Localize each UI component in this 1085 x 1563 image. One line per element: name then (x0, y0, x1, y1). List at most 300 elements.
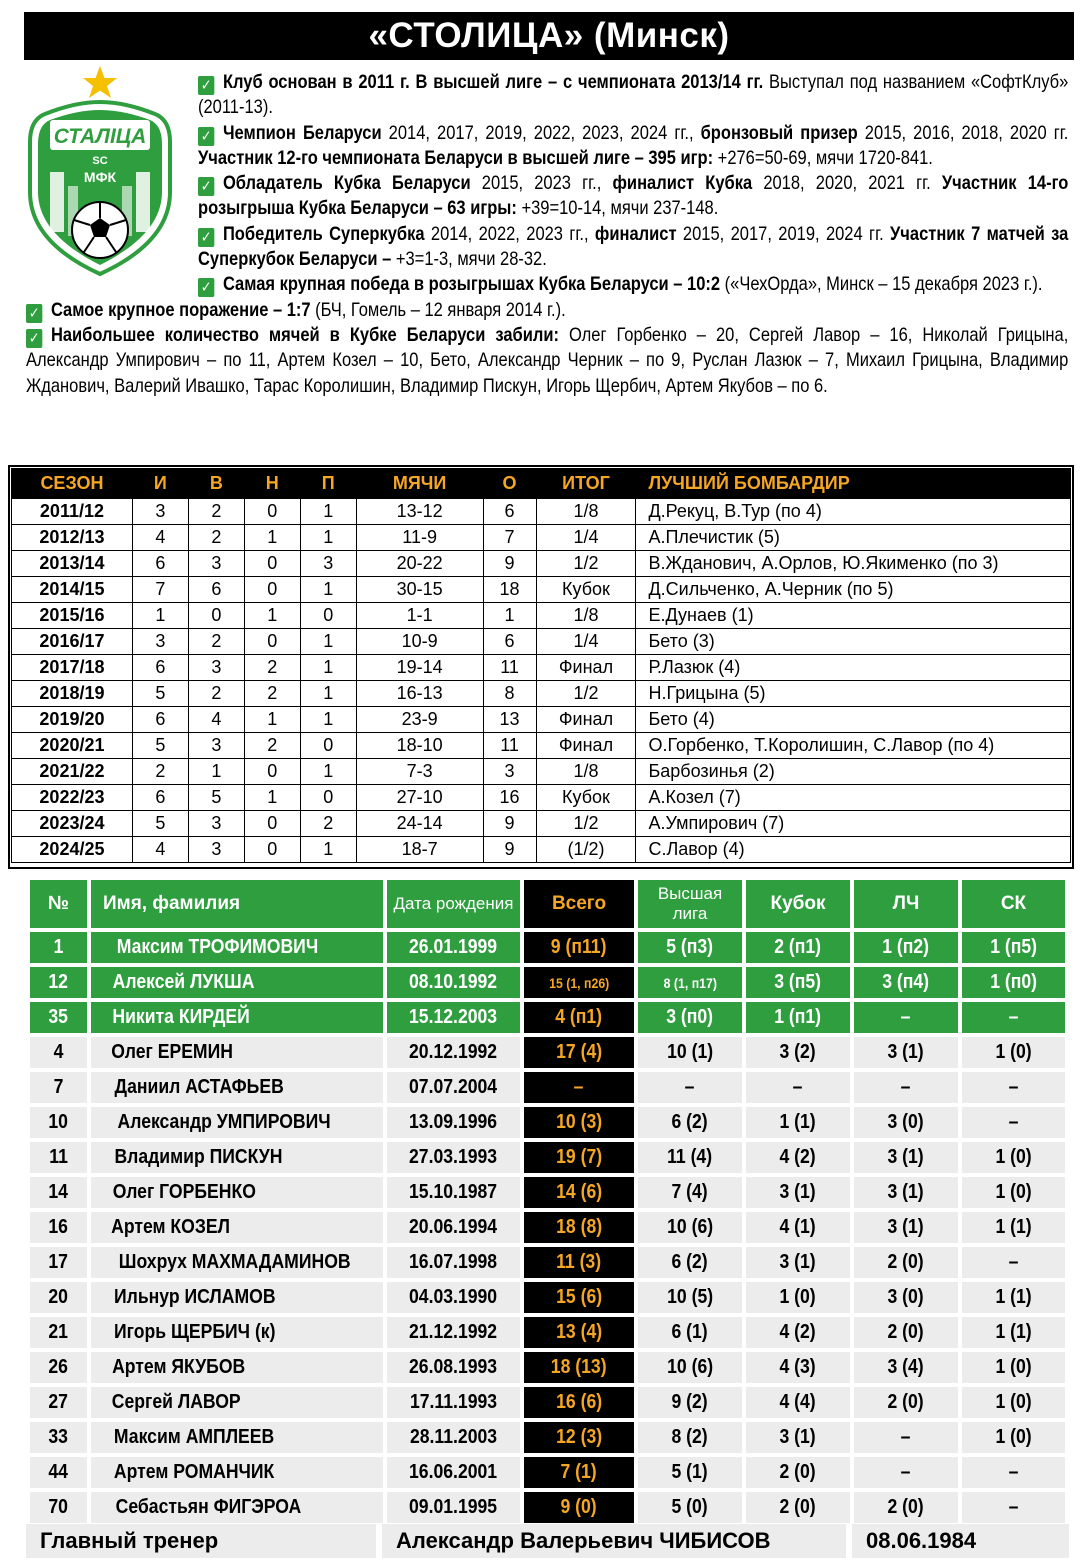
player-cell (854, 1212, 958, 1243)
season-cell: 13 (483, 707, 536, 733)
checkmark-icon: ✓ (198, 278, 214, 297)
player-cell-value: 3 (п0) (666, 1006, 714, 1028)
player-cell (638, 1457, 742, 1488)
season-cell: 1 (300, 655, 356, 681)
player-cell-value: 6 (1) (671, 1321, 709, 1343)
season-cell: 2 (300, 811, 356, 837)
season-cell: 1 (244, 785, 300, 811)
player-cell-value: 35 (48, 1006, 69, 1028)
history-text: финалист Кубка (612, 173, 753, 195)
season-cell: Е.Дунаев (1) (636, 603, 1071, 629)
player-cell (638, 1352, 742, 1383)
player-cell (746, 1387, 850, 1418)
history-text: («ЧехОрда», Минск – 15 декабря 2023 г.). (720, 274, 1043, 296)
season-row (12, 707, 1071, 733)
season-cell: 16 (483, 785, 536, 811)
season-cell: 3 (188, 733, 244, 759)
player-cell (387, 967, 520, 998)
head-coach-name: Александр Валерьевич ЧИБИСОВ (382, 1524, 846, 1558)
season-cell: 6 (188, 577, 244, 603)
player-cell (524, 1142, 634, 1173)
players-header-cell (30, 880, 87, 928)
player-cell-value: 27.03.1993 (409, 1146, 498, 1168)
player-cell-value: – (1008, 1496, 1019, 1518)
season-cell: 11 (483, 733, 536, 759)
season-row (12, 811, 1071, 837)
player-cell-value: 10 (6) (667, 1216, 713, 1238)
season-cell: 1-1 (356, 603, 483, 629)
player-cell (91, 1072, 383, 1103)
season-cell: 4 (132, 525, 188, 551)
player-cell-value: Артем ЯКУБОВ (112, 1356, 246, 1378)
player-cell (387, 1002, 520, 1033)
season-cell: 7 (132, 577, 188, 603)
history-text: 2015, 2016, 2018, 2020 гг. (857, 122, 1069, 144)
player-cell (746, 1492, 850, 1523)
player-cell-value: – (793, 1076, 803, 1098)
player-row (30, 1492, 1065, 1523)
player-cell-value: 10 (5) (667, 1286, 713, 1308)
season-cell: 5 (188, 785, 244, 811)
season-cell: Кубок (536, 577, 636, 603)
player-cell (387, 1177, 520, 1208)
season-cell: 2 (188, 499, 244, 525)
player-cell-value: – (901, 1426, 911, 1448)
player-cell-value: 1 (0) (995, 1426, 1032, 1448)
player-cell (638, 1212, 742, 1243)
player-cell-value: 4 (2) (779, 1146, 817, 1168)
player-cell-value: 3 (4) (887, 1356, 925, 1378)
history-text: 2015, 2023 гг., (470, 173, 613, 195)
player-cell (962, 1002, 1065, 1033)
players-header-cell (854, 880, 958, 928)
player-cell-value: Олег ГОРБЕНКО (112, 1181, 256, 1203)
season-row (12, 577, 1071, 603)
season-cell: 6 (132, 785, 188, 811)
season-cell: В.Жданович, А.Орлов, Ю.Якименко (по 3) (636, 551, 1071, 577)
player-row (30, 932, 1065, 963)
player-cell-value: 18 (13) (551, 1356, 607, 1378)
player-cell (91, 1002, 383, 1033)
player-cell (30, 1317, 87, 1348)
player-cell (638, 1492, 742, 1523)
season-cell: 2 (244, 681, 300, 707)
history-text: Выступал под названием «СофтКлуб» (2011-13). (198, 72, 1069, 119)
season-cell: 0 (244, 551, 300, 577)
player-cell-value: 1 (0) (779, 1286, 817, 1308)
player-cell (524, 1282, 634, 1313)
player-cell-value: 04.03.1990 (409, 1286, 498, 1308)
season-cell: 7-3 (356, 759, 483, 785)
history-text: (БЧ, Гомель – 12 января 2014 г.). (310, 299, 566, 321)
player-cell (387, 1457, 520, 1488)
player-cell (387, 1387, 520, 1418)
season-cell: 5 (132, 811, 188, 837)
logo-sub: МФК (83, 169, 117, 185)
player-cell (746, 1037, 850, 1068)
player-cell (854, 1002, 958, 1033)
player-cell-value: – (1008, 1111, 1019, 1133)
player-cell-value: 7 (4) (671, 1181, 709, 1203)
player-cell (91, 1317, 383, 1348)
player-cell-value: 14 (48, 1181, 69, 1203)
player-cell-value: 33 (48, 1426, 69, 1448)
season-row (12, 525, 1071, 551)
season-cell: 5 (132, 733, 188, 759)
player-cell (854, 1072, 958, 1103)
player-cell (524, 1002, 634, 1033)
players-header-cell (638, 880, 742, 928)
player-cell-value: 3 (0) (887, 1286, 925, 1308)
checkmark-icon: ✓ (198, 127, 214, 146)
player-cell (91, 967, 383, 998)
player-cell (387, 932, 520, 963)
player-cell-value: 1 (1) (779, 1111, 817, 1133)
players-header-label: ЛЧ (892, 893, 920, 914)
player-cell (854, 1422, 958, 1453)
season-cell: 0 (188, 603, 244, 629)
season-cell: 3 (188, 655, 244, 681)
season-cell: 2023/24 (12, 811, 133, 837)
player-cell-value: – (1008, 1461, 1019, 1483)
season-cell: 18-7 (356, 837, 483, 863)
player-cell (30, 1002, 87, 1033)
player-cell-value: Себастьян ФИГЭРОА (115, 1496, 302, 1518)
player-cell-value: 10 (1) (667, 1041, 713, 1063)
player-cell-value: 26 (48, 1356, 69, 1378)
player-cell (854, 1142, 958, 1173)
logo-name: СТАЛІЦА (53, 125, 147, 148)
player-cell (962, 967, 1065, 998)
player-cell (962, 1212, 1065, 1243)
season-cell: 0 (300, 785, 356, 811)
player-cell (854, 967, 958, 998)
history-text: финалист (594, 223, 677, 245)
player-cell (962, 1037, 1065, 1068)
player-cell (91, 1177, 383, 1208)
player-cell-value: 2 (0) (887, 1251, 925, 1273)
season-cell: 1/4 (536, 629, 636, 655)
season-cell: 1/8 (536, 759, 636, 785)
season-cell: А.Козел (7) (636, 785, 1071, 811)
logo-spacer (26, 70, 198, 278)
player-cell (746, 1107, 850, 1138)
player-cell-value: 1 (п1) (774, 1006, 822, 1028)
player-cell (524, 1212, 634, 1243)
history-text: +39=10-14, мячи 237-148. (516, 198, 719, 220)
player-cell (638, 1142, 742, 1173)
logo-mark: SC (92, 155, 108, 167)
history-text: Клуб основан в 2011 г. В высшей лиге – с чемпионата 2013/14 гг. (222, 72, 764, 93)
season-cell: 2021/22 (12, 759, 133, 785)
player-cell (962, 1352, 1065, 1383)
season-header-cell: ЛУЧШИЙ БОМБАРДИР (636, 469, 1071, 499)
players-header-label: Кубок (770, 893, 826, 914)
player-cell-value: – (574, 1076, 584, 1098)
player-cell-value: 2 (п1) (774, 936, 822, 958)
player-cell (638, 1072, 742, 1103)
player-cell-value: 3 (1) (887, 1146, 925, 1168)
player-cell-value: 15 (1, п26) (548, 974, 610, 991)
season-header-cell: Н (244, 469, 300, 499)
history-text: Участник 14-го розыгрыша Кубка Беларуси – 63 игры: (198, 173, 1069, 220)
season-cell: 5 (132, 681, 188, 707)
player-cell-value: 8 (1, п17) (663, 974, 717, 991)
history-text: бронзовый призер (700, 122, 858, 144)
season-cell: 27-10 (356, 785, 483, 811)
player-cell-value: Владимир ПИСКУН (114, 1146, 283, 1168)
player-cell (91, 1142, 383, 1173)
player-cell-value: 1 (п5) (990, 936, 1037, 958)
player-cell-value: 11 (3) (556, 1251, 602, 1273)
checkmark-icon: ✓ (26, 329, 42, 348)
player-cell-value: 15.12.2003 (409, 1006, 498, 1028)
player-cell (524, 1037, 634, 1068)
player-cell (746, 1177, 850, 1208)
season-cell: 8 (483, 681, 536, 707)
player-cell (30, 1072, 87, 1103)
player-cell-value: – (685, 1076, 695, 1098)
cup-seasons-table (11, 468, 1071, 863)
player-cell (854, 932, 958, 963)
season-cell: 9 (483, 811, 536, 837)
player-cell (91, 1492, 383, 1523)
season-row (12, 655, 1071, 681)
season-header-cell: О (483, 469, 536, 499)
player-cell-value: 2 (0) (779, 1496, 817, 1518)
season-cell: 1/4 (536, 525, 636, 551)
player-cell-value: 2 (0) (887, 1496, 925, 1518)
player-cell (30, 932, 87, 963)
player-cell (854, 1317, 958, 1348)
player-cell-value: 20.06.1994 (409, 1216, 498, 1238)
player-cell-value: 3 (1) (887, 1041, 925, 1063)
head-coach-label: Главный тренер (26, 1524, 376, 1558)
player-cell-value: 1 (0) (995, 1146, 1032, 1168)
players-header-label: № (47, 893, 70, 914)
season-cell: Р.Лазюк (4) (636, 655, 1071, 681)
checkmark-icon: ✓ (198, 177, 214, 196)
player-cell (30, 1247, 87, 1278)
player-cell (91, 1422, 383, 1453)
player-cell (30, 1422, 87, 1453)
player-cell-value: – (1008, 1076, 1019, 1098)
player-cell (387, 1317, 520, 1348)
player-row (30, 967, 1065, 998)
checkmark-icon: ✓ (198, 228, 214, 247)
player-row (30, 1352, 1065, 1383)
player-cell-value: 4 (2) (779, 1321, 817, 1343)
player-cell (854, 1457, 958, 1488)
players-header-cell (746, 880, 850, 928)
season-cell: 20-22 (356, 551, 483, 577)
player-row (30, 1282, 1065, 1313)
player-cell-value: 15 (6) (556, 1286, 602, 1308)
season-cell: 1 (300, 525, 356, 551)
player-cell (387, 1107, 520, 1138)
season-cell: 24-14 (356, 811, 483, 837)
season-cell: 2016/17 (12, 629, 133, 655)
players-table (26, 876, 1069, 1527)
player-cell (30, 1352, 87, 1383)
player-cell-value: 8 (2) (671, 1426, 709, 1448)
season-cell: 6 (483, 499, 536, 525)
season-header-cell: СЕЗОН (12, 469, 133, 499)
player-cell (387, 1282, 520, 1313)
season-row (12, 499, 1071, 525)
player-cell-value: 5 (1) (671, 1461, 709, 1483)
player-cell-value: 17.11.1993 (409, 1391, 498, 1413)
player-row (30, 1107, 1065, 1138)
player-cell-value: 20 (48, 1286, 69, 1308)
player-cell-value: 10 (6) (667, 1356, 713, 1378)
player-cell (746, 1352, 850, 1383)
player-cell-value: 2 (0) (887, 1321, 925, 1343)
player-cell (638, 1317, 742, 1348)
player-row (30, 1037, 1065, 1068)
player-cell-value: 70 (48, 1496, 69, 1518)
player-cell-value: 4 (п1) (555, 1006, 603, 1028)
player-cell (524, 1072, 634, 1103)
season-cell: 0 (244, 577, 300, 603)
season-cell: 2012/13 (12, 525, 133, 551)
player-row (30, 1177, 1065, 1208)
player-cell-value: 2 (0) (779, 1461, 817, 1483)
season-cell: О.Горбенко, Т.Королишин, С.Лавор (по 4) (636, 733, 1071, 759)
player-cell (746, 932, 850, 963)
player-cell-value: 3 (2) (779, 1041, 817, 1063)
player-cell-value: Алексей ЛУКША (112, 971, 255, 993)
history-text: 2014, 2017, 2019, 2022, 2023, 2024 гг., (381, 122, 701, 144)
season-cell: 10-9 (356, 629, 483, 655)
player-cell (387, 1492, 520, 1523)
player-cell (91, 1352, 383, 1383)
player-cell-value: 1 (п0) (990, 971, 1037, 993)
player-cell (30, 967, 87, 998)
season-row (12, 837, 1071, 863)
history-text: Победитель Суперкубка (222, 223, 425, 245)
season-header-cell: И (132, 469, 188, 499)
player-cell (962, 1247, 1065, 1278)
player-cell (30, 1037, 87, 1068)
player-cell-value: Ильнур ИСЛАМОВ (114, 1286, 276, 1308)
player-cell-value: 2 (0) (887, 1391, 925, 1413)
season-cell: 2014/15 (12, 577, 133, 603)
player-cell (638, 1387, 742, 1418)
player-cell (387, 1247, 520, 1278)
history-text: Олег Горбенко – 20, Сергей Лавор – 16, Николай Грицына, Александр Умпирович – по 11, Артем Козел – 10, Бето, Александр Черник – по 9, Руслан Лазюк – 7, Михаил Грицына, Владимир Жданович, Валерий Ивашко, Тарас Королишин, Владимир Пискун, Игорь Щербич, Артем Якубов – по 6. (26, 324, 1069, 397)
player-cell-value: 1 (п2) (882, 936, 930, 958)
player-cell-value: 7 (53, 1076, 64, 1098)
player-cell-value: 1 (0) (995, 1391, 1032, 1413)
player-cell-value: 15.10.1987 (409, 1181, 498, 1203)
season-cell: 1 (244, 707, 300, 733)
season-row (12, 551, 1071, 577)
player-cell (91, 1037, 383, 1068)
player-row (30, 1142, 1065, 1173)
player-row (30, 1002, 1065, 1033)
season-cell: 4 (188, 707, 244, 733)
player-cell-value: 6 (2) (671, 1251, 709, 1273)
season-cell: 2020/21 (12, 733, 133, 759)
season-cell: Финал (536, 655, 636, 681)
season-cell: 4 (132, 837, 188, 863)
page-title: «СТОЛИЦА» (Минск) (24, 12, 1074, 60)
history-text: 2014, 2022, 2023 гг., (424, 223, 595, 245)
season-cell: 2024/25 (12, 837, 133, 863)
season-cell: 3 (132, 629, 188, 655)
player-cell (962, 1177, 1065, 1208)
player-cell-value: 17 (48, 1251, 69, 1273)
player-cell-value: 1 (0) (995, 1041, 1032, 1063)
season-cell: 6 (483, 629, 536, 655)
season-table-header (12, 469, 1071, 499)
player-cell (91, 1212, 383, 1243)
season-cell: 23-9 (356, 707, 483, 733)
player-cell-value: Сергей ЛАВОР (111, 1391, 241, 1413)
player-cell (524, 1247, 634, 1278)
player-cell (30, 1457, 87, 1488)
head-coach-birth: 08.06.1984 (852, 1524, 1069, 1558)
season-row (12, 629, 1071, 655)
player-cell-value: 1 (0) (995, 1356, 1032, 1378)
players-header-label: Имя, фамилия (103, 893, 241, 914)
player-cell-value: 1 (1) (995, 1216, 1032, 1238)
season-cell: 9 (483, 837, 536, 863)
player-cell-value: – (901, 1461, 911, 1483)
player-cell (91, 1387, 383, 1418)
player-cell-value: Никита КИРДЕЙ (112, 1006, 250, 1028)
player-cell (746, 1212, 850, 1243)
player-cell (638, 1282, 742, 1313)
season-cell: 1 (483, 603, 536, 629)
player-cell-value: 1 (0) (995, 1181, 1032, 1203)
player-cell (30, 1107, 87, 1138)
player-cell (854, 1492, 958, 1523)
player-cell-value: 1 (1) (995, 1321, 1032, 1343)
player-cell-value: 28.11.2003 (409, 1426, 498, 1448)
season-cell: 0 (244, 499, 300, 525)
player-cell (30, 1282, 87, 1313)
player-cell (30, 1492, 87, 1523)
season-header-cell: П (300, 469, 356, 499)
history-text: Обладатель Кубка Беларуси (222, 173, 471, 195)
head-coach-row (26, 1524, 1069, 1558)
player-cell-value: 19 (7) (556, 1146, 602, 1168)
player-cell (962, 1422, 1065, 1453)
player-cell (854, 1177, 958, 1208)
player-cell (30, 1177, 87, 1208)
season-header-cell: ИТОГ (536, 469, 636, 499)
player-cell (91, 1282, 383, 1313)
player-cell-value: 16.07.1998 (409, 1251, 498, 1273)
season-cell: 3 (483, 759, 536, 785)
player-cell (30, 1212, 87, 1243)
season-cell: 1 (188, 759, 244, 785)
season-cell: 1 (132, 603, 188, 629)
season-cell: 3 (188, 551, 244, 577)
season-cell: 0 (244, 837, 300, 863)
season-cell: 1 (244, 603, 300, 629)
player-cell (746, 1247, 850, 1278)
season-cell: 1/8 (536, 603, 636, 629)
player-cell (30, 1387, 87, 1418)
player-cell-value: 9 (0) (560, 1496, 598, 1518)
player-cell-value: 16 (48, 1216, 69, 1238)
season-cell: Финал (536, 733, 636, 759)
season-cell: 11-9 (356, 525, 483, 551)
player-cell (962, 1387, 1065, 1418)
